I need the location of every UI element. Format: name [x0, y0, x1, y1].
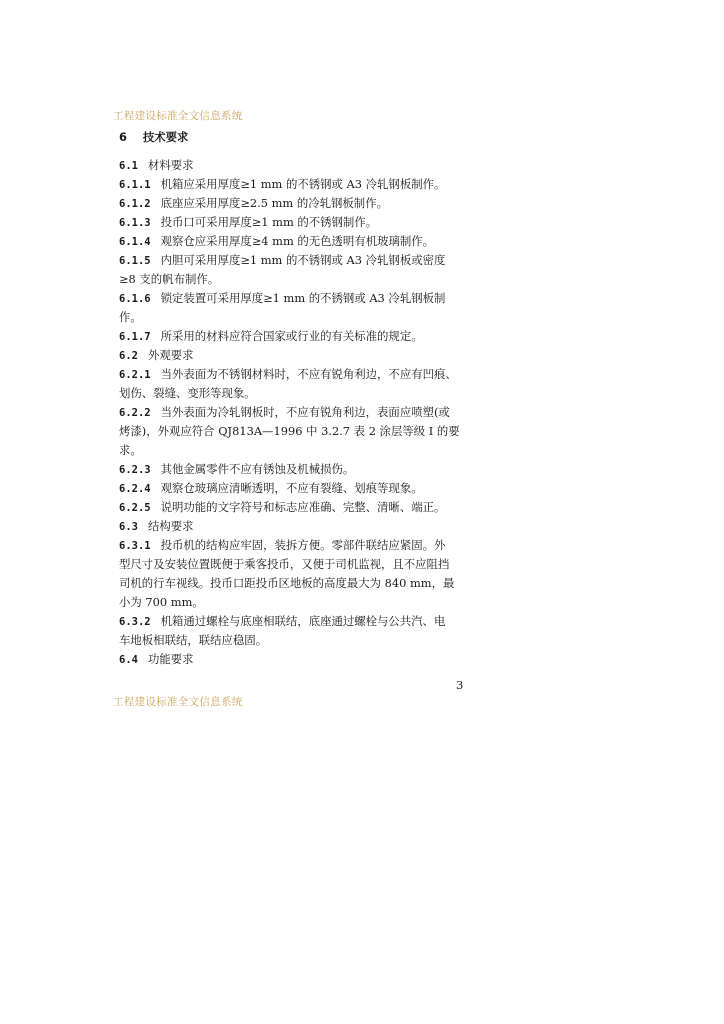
clause-number: 6.1.2 — [119, 198, 151, 210]
clause-text: 小为 700 mm。 — [119, 595, 204, 609]
clause-text: 司机的行车视线。投币口距投币区地板的高度最大为 840 mm，最 — [119, 576, 455, 590]
clause-number: 6.2.1 — [119, 369, 151, 381]
clause-text: 投币机的结构应牢固，装拆方便。零部件联结应紧固。外 — [160, 538, 446, 552]
clause-number: 6.1.6 — [119, 293, 151, 305]
watermark-bottom: 工程建设标准全文信息系统 — [113, 696, 243, 708]
clause-text: 其他金属零件不应有锈蚀及机械损伤。 — [160, 462, 355, 476]
text-line — [119, 177, 489, 193]
clause-text: 外观要求 — [147, 348, 194, 362]
clause-number: 6.3.2 — [119, 616, 151, 628]
clause-number: 6.1.1 — [119, 179, 151, 191]
clause-number: 6.3 — [119, 521, 138, 533]
clause-number: 6.2.4 — [119, 483, 151, 495]
clause-text: 锁定装置可采用厚度≥1 mm 的不锈钢或 A3 冷轧钢板制 — [160, 291, 446, 305]
text-line — [119, 310, 489, 325]
clause-number: 6.2.5 — [119, 502, 151, 514]
clause-text: 观察仓玻璃应清晰透明，不应有裂缝、划痕等现象。 — [160, 481, 423, 495]
section-number: 6 — [119, 130, 127, 144]
clause-number: 6.3.1 — [119, 540, 151, 552]
text-line — [119, 386, 489, 401]
watermark-top: 工程建设标准全文信息系统 — [113, 110, 243, 122]
text-line — [119, 253, 489, 269]
text-line — [119, 500, 489, 516]
clause-text: 内胆可采用厚度≥1 mm 的不锈钢或 A3 冷轧钢板或密度 — [160, 253, 446, 267]
text-line — [119, 595, 489, 610]
clause-text: 投币口可采用厚度≥1 mm 的不锈钢制作。 — [160, 215, 378, 229]
text-line — [119, 196, 489, 212]
clause-text: 作。 — [119, 310, 142, 324]
clause-number: 6.2 — [119, 350, 138, 362]
section-heading — [119, 130, 489, 145]
text-line — [119, 215, 489, 231]
clause-text: 烤漆)，外观应符合 QJ813A—1996 中 3.2.7 表 2 涂层等级 Ⅰ 的要 — [119, 424, 460, 438]
clause-text: ≥8 支的帆布制作。 — [119, 272, 220, 286]
text-line — [119, 443, 489, 458]
clause-number: 6.2.2 — [119, 407, 151, 419]
clause-number: 6.4 — [119, 654, 138, 666]
text-line — [119, 348, 489, 364]
clause-text: 所采用的材料应符合国家或行业的有关标准的规定。 — [160, 329, 423, 343]
text-line — [119, 576, 489, 591]
text-line — [119, 462, 489, 478]
clause-text: 机箱应采用厚度≥1 mm 的不锈钢或 A3 冷轧钢板制作。 — [160, 177, 446, 191]
text-line — [119, 329, 489, 345]
text-line — [119, 272, 489, 287]
page-number: 3 — [456, 678, 464, 692]
clause-number: 6.1.7 — [119, 331, 151, 343]
clause-text: 车地板相联结，联结应稳固。 — [119, 633, 268, 647]
clause-text: 底座应采用厚度≥2.5 mm 的冷轧钢板制作。 — [160, 196, 388, 210]
text-line — [119, 652, 489, 668]
text-line — [119, 424, 489, 439]
text-line — [119, 158, 489, 174]
clause-number: 6.1.5 — [119, 255, 151, 267]
clause-text: 划伤、裂缝、变形等现象。 — [119, 386, 256, 400]
clause-text: 观察仓应采用厚度≥4 mm 的无色透明有机玻璃制作。 — [160, 234, 435, 248]
clause-number: 6.2.3 — [119, 464, 151, 476]
text-line — [119, 614, 489, 630]
text-line — [119, 538, 489, 554]
clause-text: 功能要求 — [147, 652, 194, 666]
text-line — [119, 481, 489, 497]
clause-text: 材料要求 — [147, 158, 194, 172]
clause-text: 型尺寸及安装位置既便于乘客投币，又便于司机监视，且不应阻挡 — [119, 557, 450, 571]
clause-number: 6.1.3 — [119, 217, 151, 229]
clause-text: 当外表面为冷轧钢板时，不应有锐角利边，表面应喷塑(或 — [160, 405, 450, 419]
text-line — [119, 405, 489, 421]
section-title: 技术要求 — [142, 130, 189, 144]
clause-number: 6.1 — [119, 160, 138, 172]
clause-text: 说明功能的文字符号和标志应准确、完整、清晰、端正。 — [160, 500, 446, 514]
text-line — [119, 234, 489, 250]
text-line — [119, 367, 489, 383]
clause-text: 当外表面为不锈钢材料时，不应有锐角利边，不应有凹痕、 — [160, 367, 457, 381]
clause-text: 求。 — [119, 443, 142, 457]
text-line — [119, 633, 489, 648]
clause-number: 6.1.4 — [119, 236, 151, 248]
clause-text: 机箱通过螺栓与底座相联结，底座通过螺栓与公共汽、电 — [160, 614, 446, 628]
clause-text: 结构要求 — [147, 519, 194, 533]
text-line — [119, 519, 489, 535]
text-line — [119, 557, 489, 572]
text-line — [119, 291, 489, 307]
